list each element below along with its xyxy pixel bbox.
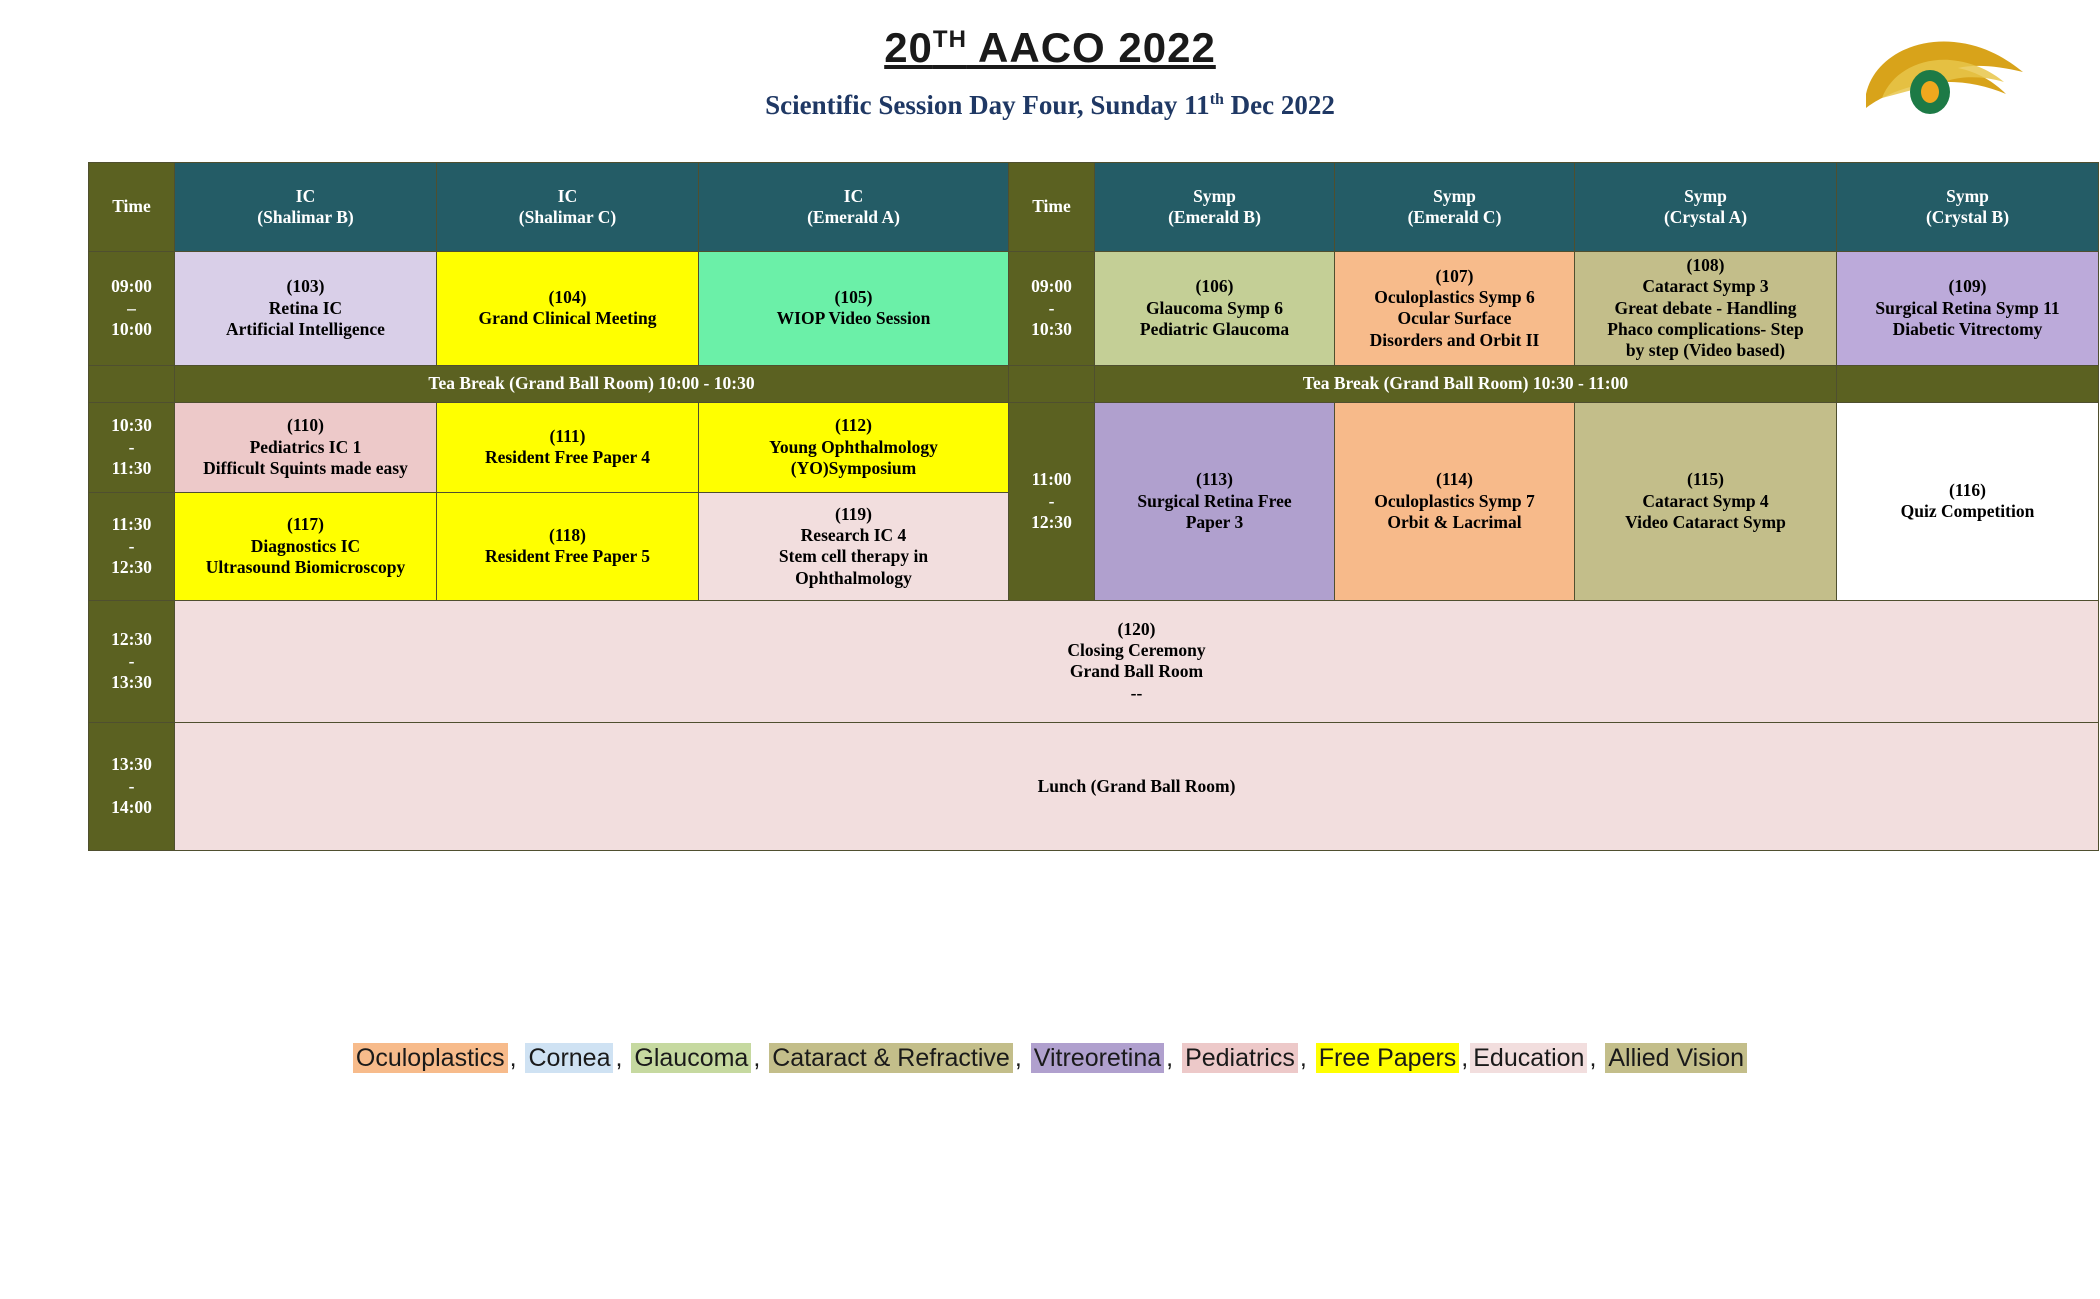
subtitle-post: Dec 2022: [1223, 90, 1335, 120]
time-line: 12:30: [111, 556, 152, 577]
session-115[interactable]: [1575, 402, 1837, 600]
table-row: [89, 600, 2099, 722]
session-line: Resident Free Paper 5: [484, 546, 651, 567]
session-line: Ocular Surface: [1397, 308, 1512, 329]
session-code: (113): [1196, 469, 1233, 490]
time-slot-1330-1400: [89, 722, 175, 850]
time-slot-1230-1330: [89, 600, 175, 722]
session-line: Stem cell therapy in: [778, 546, 929, 567]
title-rest: AACO 2022: [966, 24, 1216, 71]
session-line: Orbit & Lacrimal: [1387, 511, 1522, 532]
session-code: (103): [286, 276, 325, 297]
session-line: Video Cataract Symp: [1625, 511, 1786, 532]
legend-separator: ,: [1299, 1044, 1314, 1072]
tea-break-left: Tea Break (Grand Ball Room) 10:00 - 10:30: [175, 365, 1009, 402]
session-114[interactable]: [1335, 402, 1575, 600]
legend: [0, 1044, 2100, 1073]
time-line: 12:30: [1031, 511, 1072, 532]
session-line: Research IC 4: [800, 524, 907, 545]
session-line: Disorders and Orbit II: [1369, 329, 1540, 350]
session-110[interactable]: [175, 402, 437, 492]
session-line: by step (Video based): [1625, 340, 1786, 361]
time-slot-1030-1130: [89, 402, 175, 492]
legend-separator: ,: [1166, 1044, 1181, 1072]
legend-separator: ,: [1461, 1044, 1469, 1072]
table-header-row: [89, 163, 2099, 252]
legend-item-cataract-refractive: Cataract & Refractive: [769, 1043, 1013, 1073]
time-line: 10:30: [111, 415, 152, 436]
session-line: Oculoplastics Symp 7: [1374, 490, 1535, 511]
session-line: Oculoplastics Symp 6: [1374, 287, 1535, 308]
session-code: (107): [1435, 265, 1474, 286]
session-106[interactable]: [1095, 252, 1335, 366]
session-code: (105): [834, 287, 873, 308]
table-row: [89, 252, 2099, 366]
subtitle-superscript: th: [1209, 91, 1224, 108]
session-116[interactable]: [1837, 402, 2099, 600]
legend-separator: ,: [1589, 1044, 1604, 1072]
session-line: Phaco complications- Step: [1607, 319, 1804, 340]
session-code: (110): [287, 415, 324, 436]
header-line2: (Emerald C): [1407, 207, 1502, 227]
session-line: (YO)Symposium: [790, 457, 917, 478]
header-symp-emerald-b: [1095, 163, 1335, 252]
header-line2: (Shalimar C): [518, 207, 617, 227]
header-line2: (Emerald A): [807, 207, 900, 227]
session-line: Difficult Squints made easy: [203, 457, 408, 478]
session-code: (115): [1687, 469, 1724, 490]
schedule-page: [0, 24, 2100, 1299]
time-line: -: [1048, 490, 1055, 511]
header-line1: IC: [557, 185, 578, 206]
schedule-table-wrapper: [88, 162, 2060, 851]
time-line: 14:00: [111, 796, 152, 817]
session-code: (120): [1117, 618, 1156, 639]
tea-break-time-spacer-left: [89, 365, 175, 402]
time-line: 11:30: [111, 457, 152, 478]
page-subtitle: [0, 90, 2100, 121]
legend-item-oculoplastics: Oculoplastics: [353, 1043, 508, 1073]
header-time-left-label: Time: [112, 196, 151, 217]
session-code: (116): [1949, 479, 1986, 500]
session-line: Pediatric Glaucoma: [1139, 319, 1290, 340]
table-row: [89, 402, 2099, 492]
session-line: Young Ophthalmology: [769, 436, 938, 457]
time-line: -: [128, 650, 135, 671]
header-symp-crystal-a: [1575, 163, 1837, 252]
session-104[interactable]: [437, 252, 699, 366]
time-line: 10:30: [1031, 319, 1072, 340]
session-code: (114): [1436, 469, 1473, 490]
session-118[interactable]: [437, 492, 699, 600]
page-title: [0, 24, 2100, 72]
session-line: Retina IC: [268, 297, 343, 318]
session-108[interactable]: [1575, 252, 1837, 366]
legend-separator: ,: [753, 1044, 768, 1072]
time-line: -: [128, 775, 135, 796]
time-slot-0900-1000: [89, 252, 175, 366]
session-code: (118): [549, 524, 586, 545]
header-line2: (Crystal B): [1925, 207, 2010, 227]
header-time-right: [1009, 163, 1095, 252]
tea-break-right-filler: [1837, 365, 2099, 402]
legend-item-glaucoma: Glaucoma: [631, 1043, 751, 1073]
legend-item-free-papers: Free Papers: [1316, 1043, 1460, 1073]
session-105[interactable]: [699, 252, 1009, 366]
time-slot-0900-1030: [1009, 252, 1095, 366]
title-main: 20: [884, 24, 933, 71]
session-line: Great debate - Handling: [1614, 297, 1797, 318]
session-line: --: [1130, 682, 1143, 703]
session-line: Surgical Retina Symp 11: [1875, 297, 2060, 318]
session-line: Ultrasound Biomicroscopy: [205, 556, 406, 577]
session-109[interactable]: [1837, 252, 2099, 366]
header-line2: (Shalimar B): [257, 207, 354, 227]
header-symp-emerald-c: [1335, 163, 1575, 252]
legend-item-pediatrics: Pediatrics: [1182, 1043, 1298, 1073]
session-line: Pediatrics IC 1: [249, 436, 362, 457]
legend-item-cornea: Cornea: [525, 1043, 613, 1073]
session-code: (104): [548, 287, 587, 308]
legend-separator: ,: [509, 1044, 524, 1072]
session-line: Artificial Intelligence: [226, 319, 385, 340]
session-code: (112): [835, 415, 872, 436]
session-line: Grand Clinical Meeting: [478, 308, 657, 329]
session-103[interactable]: [175, 252, 437, 366]
header-line2: (Emerald B): [1168, 207, 1261, 227]
legend-separator: ,: [615, 1044, 630, 1072]
session-code: (111): [549, 425, 586, 446]
session-line: Cataract Symp 4: [1642, 490, 1769, 511]
time-slot-1130-1230: [89, 492, 175, 600]
session-code: (119): [835, 503, 872, 524]
header-symp-crystal-b: [1837, 163, 2099, 252]
schedule-table: [88, 162, 2099, 851]
time-line: -: [1048, 297, 1055, 318]
table-row: [89, 722, 2099, 850]
header-line1: Symp: [1946, 185, 1989, 206]
time-line: 13:30: [111, 671, 152, 692]
header-line1: IC: [295, 185, 316, 206]
time-slot-1100-1230: [1009, 402, 1095, 600]
session-line: WIOP Video Session: [776, 308, 931, 329]
time-line: 12:30: [111, 629, 152, 650]
session-code: (108): [1686, 255, 1725, 275]
time-line: 10:00: [111, 319, 152, 340]
header-ic-emerald-a: [699, 163, 1009, 252]
session-line: Cataract Symp 3: [1642, 276, 1769, 297]
session-112[interactable]: [699, 402, 1009, 492]
tea-break-time-spacer-right: [1009, 365, 1095, 402]
session-107[interactable]: [1335, 252, 1575, 366]
session-line: Diagnostics IC: [250, 535, 361, 556]
session-line: Paper 3: [1185, 511, 1244, 532]
session-113[interactable]: [1095, 402, 1335, 600]
session-line: Glaucoma Symp 6: [1145, 297, 1284, 318]
session-code: (117): [287, 514, 324, 535]
lunch-cell: [175, 722, 2099, 850]
header-ic-shalimar-b: [175, 163, 437, 252]
session-111[interactable]: [437, 402, 699, 492]
time-line: 11:00: [1031, 469, 1072, 490]
legend-item-vitreoretina: Vitreoretina: [1031, 1043, 1164, 1073]
session-119[interactable]: [699, 492, 1009, 600]
tea-break-right: Tea Break (Grand Ball Room) 10:30 - 11:00: [1095, 365, 1837, 402]
time-line: 09:00: [111, 276, 152, 297]
header-line1: IC: [843, 185, 864, 206]
time-line: -: [128, 535, 135, 556]
title-superscript: TH: [932, 26, 967, 53]
session-line: Ophthalmology: [795, 567, 912, 588]
legend-item-education: Education: [1470, 1043, 1587, 1073]
header-time-right-label: Time: [1032, 196, 1071, 217]
header-line1: Symp: [1193, 185, 1236, 206]
session-line: Diabetic Vitrectomy: [1892, 319, 2043, 340]
session-117[interactable]: [175, 492, 437, 600]
aaco-eye-logo: [1858, 32, 2028, 128]
header-ic-shalimar-c: [437, 163, 699, 252]
session-line: Surgical Retina Free: [1137, 490, 1292, 511]
time-line: 09:00: [1031, 276, 1072, 297]
header-line2: (Crystal A): [1663, 207, 1748, 227]
legend-separator: ,: [1014, 1044, 1029, 1072]
time-line: –: [127, 297, 136, 318]
lunch-label: Lunch (Grand Ball Room): [1037, 775, 1236, 796]
session-code: (109): [1948, 276, 1987, 297]
session-line: Resident Free Paper 4: [484, 447, 651, 468]
session-line: Grand Ball Room: [1069, 661, 1204, 682]
session-code: (106): [1195, 276, 1234, 297]
session-line: Quiz Competition: [1900, 501, 2035, 522]
time-line: -: [128, 436, 135, 457]
header-time-left: [89, 163, 175, 252]
legend-item-allied-vision: Allied Vision: [1605, 1043, 1747, 1073]
session-line: Closing Ceremony: [1067, 639, 1206, 660]
subtitle-pre: Scientific Session Day Four, Sunday 11: [765, 90, 1210, 120]
time-line: 11:30: [111, 514, 152, 535]
time-line: 13:30: [111, 754, 152, 775]
tea-break-row: [89, 365, 2099, 402]
session-120[interactable]: [175, 600, 2099, 722]
header-line1: Symp: [1684, 185, 1727, 206]
header-line1: Symp: [1433, 185, 1476, 206]
